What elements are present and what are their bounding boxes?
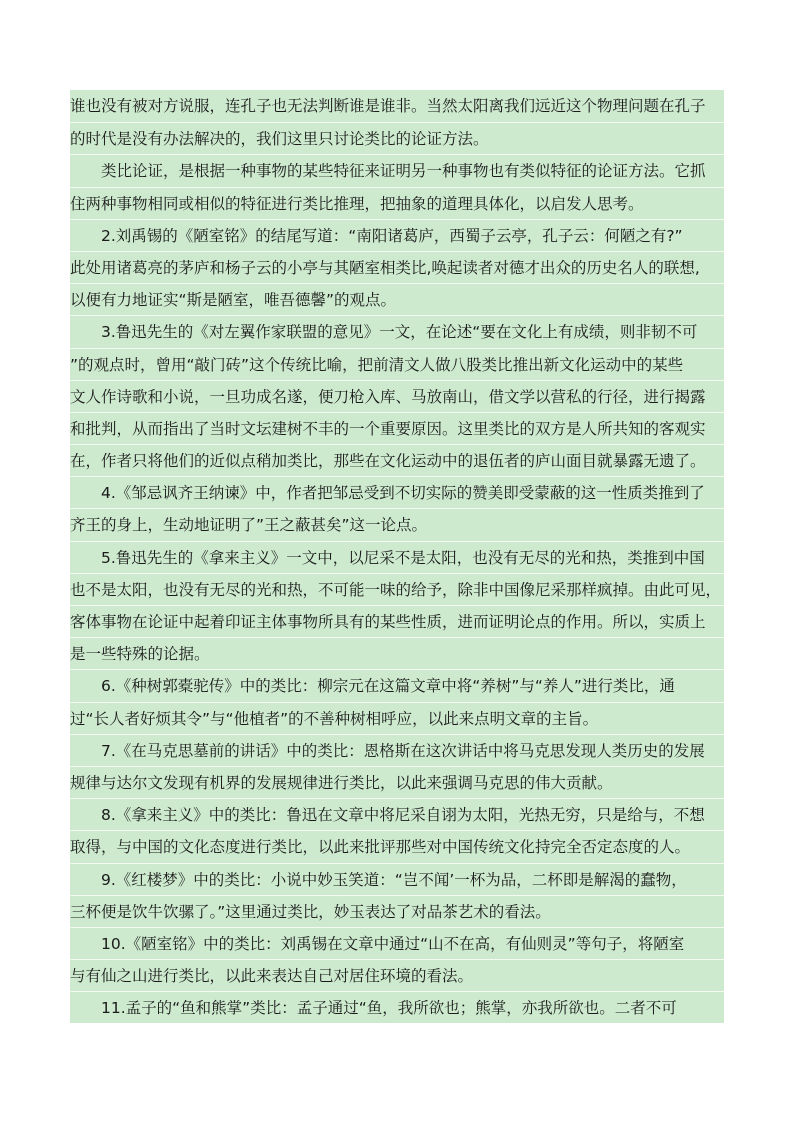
text-line: 类比论证，是根据一种事物的某些特征来证明另一种事物也有类似特征的论证方法。它抓 — [70, 154, 724, 186]
highlighted-text-block — [70, 90, 724, 1023]
text-line: 8.《拿来主义》中的类比：鲁迅在文章中将尼采自诩为太阳，光热无穷，只是给与，不想 — [70, 798, 724, 830]
text-line: 3.鲁迅先生的《对左翼作家联盟的意见》一文，在论述“要在文化上有成绩，则非韧不可 — [70, 315, 724, 347]
text-line: 住两种事物相同或相似的特征进行类比推理，把抽象的道理具体化，以启发人思考。 — [70, 187, 724, 219]
text-line: 规律与达尔文发现有机界的发展规律进行类比，以此来强调马克思的伟大贡献。 — [70, 766, 724, 798]
text-line: 的时代是没有办法解决的，我们这里只讨论类比的论证方法。 — [70, 122, 724, 154]
text-line: 三杯便是饮牛饮骡了。”这里通过类比，妙玉表达了对品茶艺术的看法。 — [70, 895, 724, 927]
text-line: 此处用诸葛亮的茅庐和杨子云的小亭与其陋室相类比,唤起读者对德才出众的历史名人的联想, — [70, 251, 724, 283]
text-line: 9.《红楼梦》中的类比：小说中妙玉笑道：“岂不闻’一杯为品，二杯即是解渴的蠢物， — [70, 863, 724, 895]
text-line: 4.《邹忌讽齐王纳谏》中，作者把邹忌受到不切实际的赞美即受蒙蔽的这一性质类推到了 — [70, 476, 724, 508]
text-line: 客体事物在论证中起着印证主体事物所具有的某些性质，进而证明论点的作用。所以，实质上 — [70, 605, 724, 637]
text-line: 10.《陋室铭》中的类比：刘禹锡在文章中通过“山不在高，有仙则灵”等句子，将陋室 — [70, 927, 724, 959]
text-line: 谁也没有被对方说服，连孔子也无法判断谁是谁非。当然太阳离我们远近这个物理问题在孔子 — [70, 97, 706, 115]
text-line: 和批判，从而指出了当时文坛建树不丰的一个重要原因。这里类比的双方是人所共知的客观实 — [70, 412, 724, 444]
text-line: 取得，与中国的文化态度进行类比，以此来批评那些对中国传统文化持完全否定态度的人。 — [70, 830, 724, 862]
text-line: 是一些特殊的论据。 — [70, 637, 724, 669]
text-line: 7.《在马克思墓前的讲话》中的类比：恩格斯在这次讲话中将马克思发现人类历史的发展 — [70, 734, 724, 766]
text-line: 在，作者只将他们的近似点稍加类比，那些在文化运动中的退伍者的庐山面目就暴露无遗了。 — [70, 444, 724, 476]
text-line: ”的观点时，曾用“敲门砖”这个传统比喻，把前清文人做八股类比推出新文化运动中的某些 — [70, 348, 724, 380]
text-line: 也不是太阳，也没有无尽的光和热，不可能一味的给予，除非中国像尼采那样疯掉。由此可见， — [70, 573, 724, 605]
text-line: 以便有力地证实“斯是陋室，唯吾德馨”的观点。 — [70, 283, 724, 315]
text-line: 11.孟子的“鱼和熊掌”类比：孟子通过“鱼，我所欲也；熊掌，亦我所欲也。二者不可 — [70, 991, 724, 1023]
text-line: 过“长人者好烦其令”与“他植者”的不善种树相呼应，以此来点明文章的主旨。 — [70, 702, 724, 734]
text-line: 5.鲁迅先生的《拿来主义》一文中，以尼采不是太阳，也没有无尽的光和热，类推到中国 — [70, 541, 724, 573]
text-line: 文人作诗歌和小说，一旦功成名遂，便刀枪入库、马放南山，借文学以营私的行径，进行揭露 — [70, 380, 724, 412]
text-line: 6.《种树郭橐驼传》中的类比：柳宗元在这篇文章中将“养树”与“养人”进行类比，通 — [70, 669, 724, 701]
text-line: 2.刘禹锡的《陋室铭》的结尾写道：“南阳诸葛庐，西蜀子云亭，孔子云：何陋之有?” — [70, 219, 724, 251]
text-line: 与有仙之山进行类比，以此来表达自己对居住环境的看法。 — [70, 959, 724, 991]
text-line: 齐王的身上，生动地证明了”王之蔽甚矣”这一论点。 — [70, 508, 724, 540]
